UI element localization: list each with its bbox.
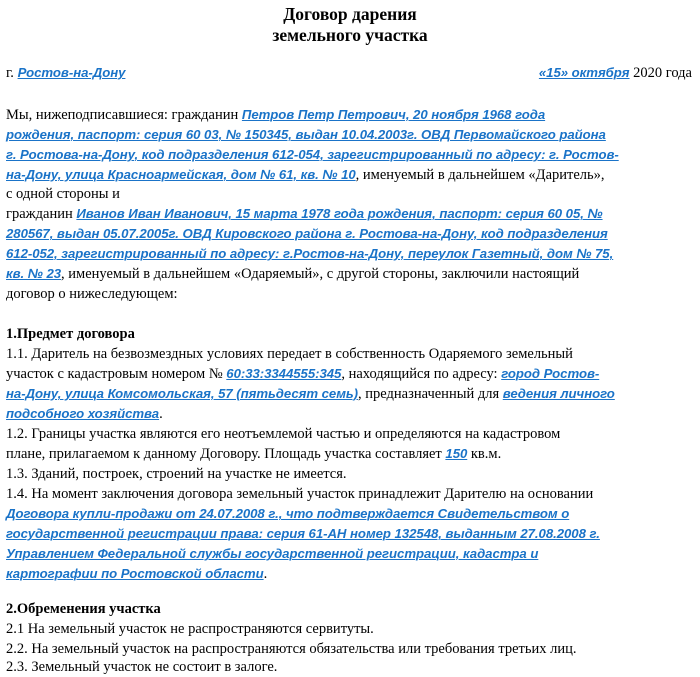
clause-1-4 xyxy=(6,544,538,564)
ownership-basis-field: государственной регистрации права: серия 61-АН номер 132548, выданным 27.08.2008 г. xyxy=(6,526,600,541)
plot-purpose-field: подсобного хозяйства xyxy=(6,406,160,421)
date-field: «15» октября xyxy=(538,65,630,80)
clause-1-4 xyxy=(6,524,600,544)
plot-address-field: на-Дону, улица Комсомольская, 57 (пятьдесят семь) xyxy=(6,386,359,401)
clause-1-1 xyxy=(6,384,615,404)
clause-1-2: 1.2. Границы участка являются его неотъемлемой частью и определяются на кадастровом xyxy=(6,426,561,442)
preamble-line: договор о нижеследующем: xyxy=(6,286,178,302)
city-field: Ростов-на-Дону xyxy=(17,65,126,80)
preamble-line xyxy=(6,125,606,145)
recipient-field: кв. № 23 xyxy=(6,266,62,281)
section-1-heading: 1.Предмет договора xyxy=(6,326,135,342)
donor-field: рождения, паспорт: серия 60 03, № 150345, выдан 10.04.2003г. ОВД Первомайского района xyxy=(6,127,606,142)
clause-1-2 xyxy=(6,444,501,464)
preamble-line xyxy=(6,145,619,165)
ownership-basis-field: Договора купли-продажи от 24.07.2008 г., что подтверждается Свидетельством о xyxy=(6,506,570,521)
clause-text: кв.м. xyxy=(467,446,502,462)
preamble-text: гражданин xyxy=(6,206,77,222)
preamble-text: , именуемый в дальнейшем «Даритель», xyxy=(355,167,605,183)
preamble-line xyxy=(6,204,603,224)
clause-1-3: 1.3. Зданий, построек, строений на участке не имеется. xyxy=(6,466,347,482)
city-prefix: г. xyxy=(6,65,14,81)
clause-1-4 xyxy=(6,504,569,524)
preamble-line: с одной стороны и xyxy=(6,186,120,202)
preamble-text: , именуемый в дальнейшем «Одаряемый», с другой стороны, заключили настоящий xyxy=(61,266,580,282)
clause-1-1 xyxy=(6,364,599,384)
clause-2-3: 2.3. Земельный участок не состоит в залоге. xyxy=(6,659,278,675)
plot-address-field: город Ростов- xyxy=(501,366,600,381)
document-title: Договор дарения xyxy=(283,4,417,24)
date-year: 2020 года xyxy=(633,65,692,81)
donor-field: на-Дону, улица Красноармейская, дом № 61, кв. № 10 xyxy=(6,167,356,182)
clause-text: , предназначенный для xyxy=(358,386,503,402)
clause-text: участок с кадастровым номером № xyxy=(6,366,227,382)
clause-text: . xyxy=(159,406,163,422)
preamble-line xyxy=(6,165,605,185)
preamble-line xyxy=(6,264,579,284)
document-subtitle: земельного участка xyxy=(272,25,428,45)
recipient-field: 280567, выдан 05.07.2005г. ОВД Кировского района г. Ростова-на-Дону, код подразделения xyxy=(6,226,608,241)
cadastral-number-field: 60:33:3344555:345 xyxy=(226,366,342,381)
preamble-line xyxy=(6,224,608,244)
preamble-text: Мы, нижеподписавшиеся: гражданин xyxy=(6,107,242,123)
clause-1-1 xyxy=(6,404,163,424)
donor-field: Петров Петр Петрович, 20 ноября 1968 года xyxy=(241,107,546,122)
recipient-field: Иванов Иван Иванович, 15 марта 1978 года рождения, паспорт: серия 60 05, № xyxy=(76,206,603,221)
ownership-basis-field: картографии по Ростовской области xyxy=(6,566,264,581)
plot-area-field: 150 xyxy=(445,446,468,461)
date-line xyxy=(539,63,692,83)
ownership-basis-field: Управлением Федеральной службы государственной регистрации, кадастра и xyxy=(6,546,539,561)
clause-text: , находящийся по адресу: xyxy=(341,366,502,382)
clause-1-4 xyxy=(6,564,267,584)
clause-text: плане, прилагаемом к данному Договору. Площадь участка составляет xyxy=(6,446,446,462)
clause-1-1: 1.1. Даритель на безвозмездных условиях передает в собственность Одаряемого земельный xyxy=(6,346,573,362)
clause-2-2: 2.2. На земельный участок на распространяются обязательства или требования третьих лиц. xyxy=(6,641,577,657)
preamble-line xyxy=(6,244,613,264)
clause-text: . xyxy=(263,566,268,582)
plot-purpose-field: ведения личного xyxy=(502,386,615,401)
recipient-field: 612-052, зарегистрированный по адресу: г.Ростов-на-Дону, переулок Газетный, дом № 75, xyxy=(6,246,614,261)
clause-2-1: 2.1 На земельный участок не распространяются сервитуты. xyxy=(6,621,374,637)
clause-1-4: 1.4. На момент заключения договора земельный участок принадлежит Дарителю на основании xyxy=(6,486,594,502)
section-2-heading: 2.Обременения участка xyxy=(6,601,161,617)
preamble-line xyxy=(6,105,545,125)
donor-field: г. Ростова-на-Дону, код подразделения 612-054, зарегистрированный по адресу: г. Ростов- xyxy=(6,147,619,162)
city-line xyxy=(6,63,125,83)
